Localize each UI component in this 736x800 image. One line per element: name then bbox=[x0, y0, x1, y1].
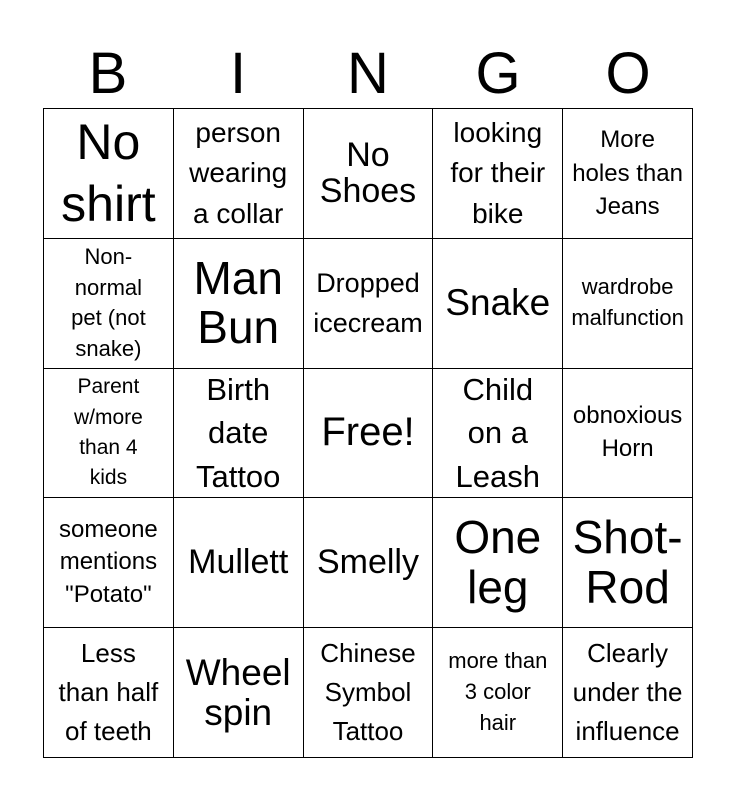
bingo-cell[interactable] bbox=[433, 369, 563, 499]
bingo-cell[interactable] bbox=[563, 498, 693, 628]
bingo-cell[interactable] bbox=[44, 109, 174, 239]
cell-text: No Shoes bbox=[319, 135, 417, 211]
bingo-cell[interactable] bbox=[433, 109, 563, 239]
bingo-cell[interactable] bbox=[563, 369, 693, 499]
header-letter-o: O bbox=[605, 41, 651, 106]
bingo-cell[interactable] bbox=[304, 628, 434, 758]
cell-text: Mullett bbox=[188, 543, 289, 582]
cell-text: wardrobe malfunction bbox=[571, 274, 684, 331]
bingo-header bbox=[43, 40, 693, 108]
bingo-cell[interactable] bbox=[174, 369, 304, 499]
cell-text: Clearly under the influence bbox=[572, 638, 683, 747]
header-letter-g: G bbox=[475, 41, 521, 106]
bingo-cell[interactable] bbox=[174, 239, 304, 369]
bingo-cell[interactable] bbox=[433, 239, 563, 369]
bingo-cell[interactable] bbox=[304, 109, 434, 239]
bingo-cell[interactable] bbox=[563, 628, 693, 758]
cell-text: Less than half of teeth bbox=[58, 638, 159, 747]
cell-text: more than 3 color hair bbox=[448, 648, 548, 735]
cell-text: someone mentions "Potato" bbox=[59, 515, 158, 609]
bingo-cell[interactable] bbox=[304, 498, 434, 628]
header-letter-n: N bbox=[347, 41, 389, 106]
bingo-cell[interactable] bbox=[433, 628, 563, 758]
cell-text: person wearing a collar bbox=[189, 116, 288, 229]
bingo-cell[interactable] bbox=[44, 369, 174, 499]
cell-text: Dropped icecream bbox=[313, 267, 423, 339]
cell-text: Smelly bbox=[316, 543, 419, 582]
bingo-cell[interactable] bbox=[174, 109, 304, 239]
cell-text: One leg bbox=[454, 511, 542, 613]
header-letter-b: B bbox=[88, 41, 128, 106]
bingo-cell[interactable] bbox=[174, 498, 304, 628]
bingo-cell[interactable] bbox=[304, 239, 434, 369]
cell-text: More holes than Jeans bbox=[572, 126, 683, 221]
cell-text: Snake bbox=[445, 282, 551, 324]
cell-text: Birth date Tattoo bbox=[195, 371, 281, 494]
bingo-cell[interactable] bbox=[563, 109, 693, 239]
free-space-cell[interactable] bbox=[304, 369, 434, 499]
bingo-cell[interactable] bbox=[174, 628, 304, 758]
cell-text: Man Bun bbox=[193, 251, 283, 354]
bingo-cell[interactable] bbox=[44, 498, 174, 628]
cell-text: Shot- Rod bbox=[572, 511, 683, 613]
cell-text: Wheel spin bbox=[185, 651, 291, 733]
bingo-cell[interactable] bbox=[563, 239, 693, 369]
cell-text: looking for their bike bbox=[450, 116, 546, 229]
cell-text: Non- normal pet (not snake) bbox=[71, 244, 146, 361]
bingo-cell[interactable] bbox=[44, 628, 174, 758]
bingo-cell[interactable] bbox=[44, 239, 174, 369]
cell-text: obnoxious Horn bbox=[572, 402, 683, 462]
header-letter-i: I bbox=[229, 41, 247, 106]
cell-text: Child on a Leash bbox=[455, 371, 541, 494]
free-space-text: Free! bbox=[321, 410, 415, 455]
cell-text: Parent w/more than 4 kids bbox=[73, 375, 143, 490]
bingo-grid bbox=[43, 108, 693, 758]
cell-text: No shirt bbox=[61, 114, 156, 233]
bingo-cell[interactable] bbox=[433, 498, 563, 628]
cell-text: Chinese Symbol Tattoo bbox=[320, 638, 416, 747]
